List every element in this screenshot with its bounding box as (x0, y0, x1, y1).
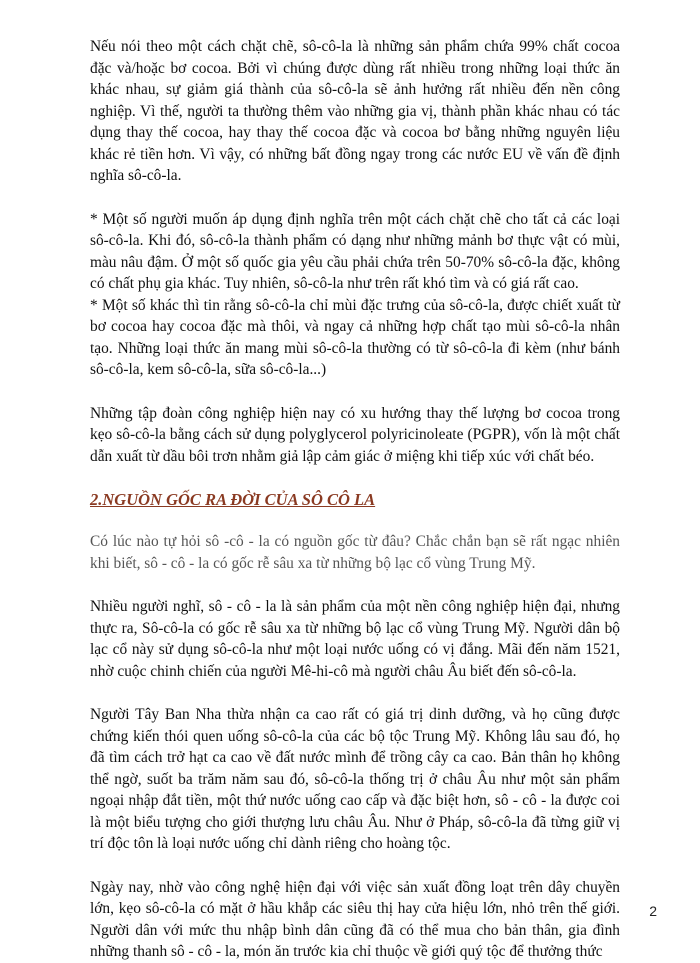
paragraph-flavor-view: * Một số khác thì tin rằng sô-cô-la chỉ mùi đặc trưng của sô-cô-la, được chiết xuất từ bơ cocoa hay cocoa đặc mà thôi, và ngay cả những hợp chất tạo mùi sô-cô-la nhân tạo. Những loại thức ăn mang mùi sô-cô-la thường có từ sô-cô-la đi kèm (như bánh sô-cô-la, kem sô-cô-la, sữa sô-cô-la...) (90, 296, 620, 378)
paragraph-central-america: Nhiều người nghĩ, sô - cô - la là sản phẩm của một nền công nghiệp hiện đại, nhưng thực ra, Sô-cô-la có gốc rễ sâu xa từ những bộ lạc cổ vùng Trung Mỹ. Người dân bộ lạc cổ này sử dụng sô-cô-la như một loại nước uống có vị đắng. Mãi đến năm 1521, nhờ cuộc chinh chiến của người Mê-hi-cô mà người châu Âu biết đến sô-cô-la. (90, 598, 620, 680)
paragraph-definition: Nếu nói theo một cách chặt chẽ, sô-cô-la là những sản phẩm chứa 99% chất cocoa đặc và/hoặc bơ cocoa. Bởi vì chúng được dùng rất nhiều trong những loại thức ăn khác nhau, sự giảm giá thành của sô-cô-la sẽ ảnh hưởng rất nhiều đến nền công nghiệp. Vì thế, người ta thường thêm vào những gia vị, thành phần khác nhau có tác dụng thay thế cocoa, hay thay thế cocoa đặc và cocoa bơ bằng những nguyên liệu khác rẻ tiền hơn. Vì vậy, có những bất đồng ngay trong các nước EU về vấn đề định nghĩa sô-cô-la. (90, 38, 620, 184)
paragraph-pgpr: Những tập đoàn công nghiệp hiện nay có xu hướng thay thế lượng bơ cocoa trong kẹo sô-cô-la bằng cách sử dụng polyglycerol polyricinoleate (PGPR), vốn là một chất dẫn xuất từ dầu bôi trơn nhằm giả lập cảm giác ở miệng khi tiếp xúc với chất béo. (90, 404, 620, 465)
page-number: 2 (649, 903, 657, 919)
section-heading: 2.NGUỒN GỐC RA ĐỜI CỦA SÔ CÔ LA (90, 490, 376, 509)
paragraph-today: Ngày nay, nhờ vào công nghệ hiện đại với việc sản xuất đồng loạt trên dây chuyền lớn, kẹo sô-cô-la có mặt ở hầu khắp các siêu thị hay cửa hiệu lớn, nhỏ trên thế giới. Người dân với mức thu nhập bình dân cũng đã có thể mua cho bản thân, gia đình những thanh sô - cô - la, món ăn trước kia chỉ thuộc về giới quý tộc để thưởng thức (90, 878, 620, 960)
paragraph-spain: Người Tây Ban Nha thừa nhận ca cao rất có giá trị dinh dưỡng, và họ cũng được chứng kiến thói quen uống sô-cô-la của các bộ tộc Trung Mỹ. Không lâu sau đó, họ đã tìm cách trở hạt ca cao về đất nước mình để trồng cây ca cao. Bản thân họ không thể ngờ, suốt ba trăm năm sau đó, sô-cô-la thống trị ở châu Âu như một sản phẩm ngoại nhập đắt tiền, một thứ nước uống cao cấp và đặc biệt hơn, sô - cô - la được coi là một biểu tượng cho giới thượng lưu châu Âu. Như ở Pháp, sô-cô-la đã từng giữ vị trí độc tôn là loại nước uống chỉ dành riêng cho hoàng tộc. (90, 706, 620, 852)
paragraph-strict-view: * Một số người muốn áp dụng định nghĩa trên một cách chặt chẽ cho tất cả các loại sô-cô-la. Khi đó, sô-cô-la thành phẩm có dạng như những mảnh bơ thực vật có mùi, màu nâu đậm. Ở một số quốc gia yêu cầu phải chứa trên 50-70% sô-cô-la đặc, không có chất phụ gia khác. Tuy nhiên, sô-cô-la như trên rất khó tìm và có giá rất cao. (90, 210, 620, 292)
section-intro: Có lúc nào tự hỏi sô -cô - la có nguồn gốc từ đâu? Chắc chắn bạn sẽ rất ngạc nhiên khi biết, sô - cô - la có gốc rễ sâu xa từ những bộ lạc cổ vùng Trung Mỹ. (90, 533, 620, 572)
